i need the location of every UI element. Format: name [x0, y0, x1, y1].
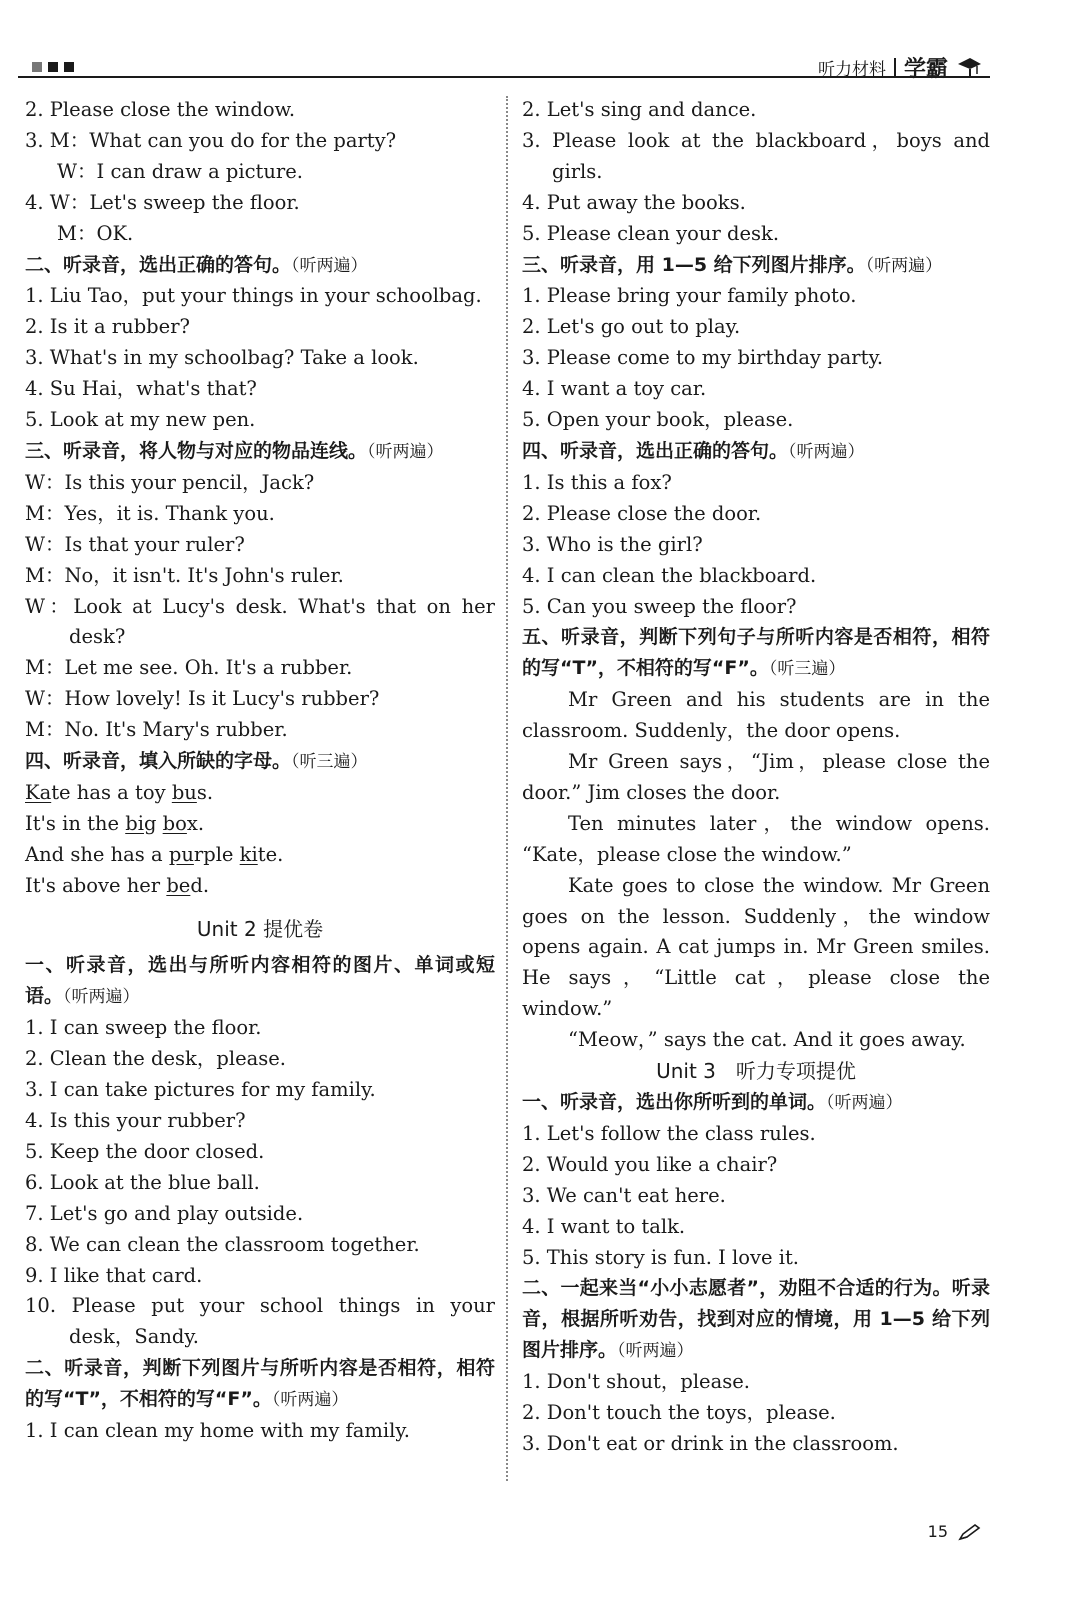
text-line: 5. Look at my new pen.	[25, 408, 256, 432]
story-paragraph: Kate goes to close the window. Mr Green goes on the lesson. Suddenly，the window opens again. A cat jumps in. Mr Green smiles. He says，“Little cat，please close the window.”	[522, 873, 990, 1021]
text-line: 4. Su Hai，what's that?	[25, 377, 257, 401]
unit-title: Unit 2 提优卷	[196, 916, 324, 941]
unit-title: Unit 3 听力专项提优	[656, 1059, 856, 1084]
section-heading: 一、听录音，选出与所听内容相符的图片、单词或短语。（听两遍）	[25, 954, 495, 1008]
text-line: 2. Let's go out to play.	[522, 315, 741, 339]
text-line: 2. Let's sing and dance.	[522, 98, 757, 121]
text-line: 3. Please come to my birthday party.	[522, 346, 884, 370]
dialog-line: W：How lovely! Is it Lucy's rubber?	[25, 687, 380, 711]
column-divider	[506, 96, 508, 1481]
text-line: 1. Is this a fox?	[522, 470, 672, 494]
text-line: 4. Is this your rubber?	[25, 1109, 246, 1132]
text-line: 5. This story is fun. I love it.	[522, 1245, 800, 1269]
section-heading: 二、听录音，选出正确的答句。（听两遍）	[25, 253, 368, 276]
text-line: 1. Please bring your family photo.	[522, 284, 857, 308]
text-line: 5. Can you sweep the floor?	[522, 594, 797, 618]
section-heading: 三、听录音，将人物与对应的物品连线。（听两遍）	[25, 439, 444, 462]
story-paragraph: Mr Green says，“Jim，please close the door.” Jim closes the door.	[522, 750, 990, 804]
text-line: 6. Look at the blue ball.	[25, 1170, 260, 1194]
text-line: 3. M：What can you do for the party?	[25, 128, 397, 152]
text-line: 2. Don't touch the toys，please.	[522, 1401, 836, 1425]
page-footer	[928, 1522, 982, 1541]
rhyme-line: It's above her bed.	[25, 873, 210, 897]
text-line: 4. I want a toy car.	[522, 377, 707, 401]
section-heading: 五、听录音，判断下列句子与所听内容是否相符，相符的写“T”，不相符的写“F”。（听三遍）	[522, 626, 990, 680]
section-heading: 四、听录音，选出正确的答句。（听两遍）	[522, 439, 865, 462]
text-line: 1. I can sweep the floor.	[25, 1016, 262, 1040]
text-line: 1. Let's follow the class rules.	[522, 1121, 816, 1145]
page-header	[18, 50, 990, 80]
header-squares	[32, 62, 74, 72]
text-line: 5. Keep the door closed.	[25, 1139, 265, 1163]
section-heading: 四、听录音，填入所缺的字母。（听三遍）	[25, 750, 368, 773]
text-line: 5. Open your book，please.	[522, 408, 794, 432]
text-line: 2. Would you like a chair?	[522, 1152, 778, 1176]
text-line: 3. I can take pictures for my family.	[25, 1078, 376, 1102]
section-heading: 二、一起来当“小小志愿者”，劝阻不合适的行为。听录音，根据所听劝告，找到对应的情境，用 1—5 给下列图片排序。（听两遍）	[522, 1277, 990, 1362]
text-line: 3. What's in my schoolbag? Take a look.	[25, 346, 419, 370]
text-line: 1. I can clean my home with my family.	[25, 1419, 410, 1443]
text-line: 4. I can clean the blackboard.	[522, 563, 817, 587]
text-line: 2. Please close the window.	[25, 98, 296, 121]
section-heading: 三、听录音，用 1—5 给下列图片排序。（听两遍）	[522, 253, 943, 276]
text-line: 10. Please put your school things in your desk，Sandy.	[25, 1294, 495, 1349]
header-separator	[894, 58, 896, 78]
text-line: 3. Please look at the blackboard，boys and girls.	[522, 128, 990, 183]
story-paragraph: “Meow，” says the cat. And it goes away.	[568, 1028, 966, 1052]
pen-icon	[958, 1523, 982, 1541]
text-line: 8. We can clean the classroom together.	[25, 1232, 420, 1256]
story-paragraph: Ten minutes later，the window opens. “Kate，please close the window.”	[522, 811, 990, 866]
text-line: 2. Is it a rubber?	[25, 315, 190, 339]
story-paragraph: Mr Green and his students are in the classroom. Suddenly，the door opens.	[522, 688, 990, 743]
text-line: 2. Clean the desk，please.	[25, 1047, 286, 1071]
rhyme-line: And she has a purple kite.	[25, 842, 284, 866]
rhyme-line: It's in the big box.	[25, 811, 205, 835]
brand-name: 学霸	[903, 57, 948, 82]
text-line: 4. W：Let's sweep the floor.	[25, 190, 300, 214]
rhyme-line: Kate has a toy bus.	[25, 780, 214, 804]
header-right	[818, 52, 982, 83]
left-column	[25, 95, 495, 1447]
section-heading: 一、听录音，选出你所听到的单词。（听两遍）	[522, 1091, 903, 1113]
right-column	[522, 95, 990, 1460]
graduation-cap-icon	[956, 56, 982, 80]
text-line: 1. Don't shout，please.	[522, 1370, 750, 1394]
dialog-line: M：Let me see. Oh. It's a rubber.	[25, 656, 353, 680]
text-line: 5. Please clean your desk.	[522, 221, 780, 245]
dialog-line: W：Look at Lucy's desk. What's that on her desk?	[25, 594, 495, 649]
text-line: 2. Please close the door.	[522, 501, 762, 525]
dialog-line: M：No. It's Mary's rubber.	[25, 718, 288, 742]
text-line: 4. I want to talk.	[522, 1214, 686, 1238]
dialog-line: M：No，it isn't. It's John's ruler.	[25, 563, 344, 587]
text-line: 7. Let's go and play outside.	[25, 1201, 304, 1225]
text-line: 4. Put away the books.	[522, 190, 746, 214]
dialog-line: M：Yes，it is. Thank you.	[25, 501, 275, 525]
dialog-line: W：Is this your pencil，Jack?	[25, 470, 315, 494]
dialog-line: W：Is that your ruler?	[25, 532, 245, 556]
text-line: 3. Don't eat or drink in the classroom.	[522, 1431, 899, 1455]
text-line: 9. I like that card.	[25, 1263, 203, 1287]
text-line: M：OK.	[57, 221, 134, 245]
text-line: 1. Liu Tao，put your things in your schoolbag.	[25, 284, 482, 308]
section-label: 听力材料	[817, 60, 886, 80]
text-line: 3. Who is the girl?	[522, 532, 703, 556]
text-line: 3. We can't eat here.	[522, 1183, 726, 1207]
text-line: W：I can draw a picture.	[57, 159, 303, 183]
page-number: 15	[927, 1522, 948, 1541]
section-heading: 二、听录音，判断下列图片与所听内容是否相符，相符的写“T”，不相符的写“F”。（听两遍）	[25, 1357, 495, 1411]
